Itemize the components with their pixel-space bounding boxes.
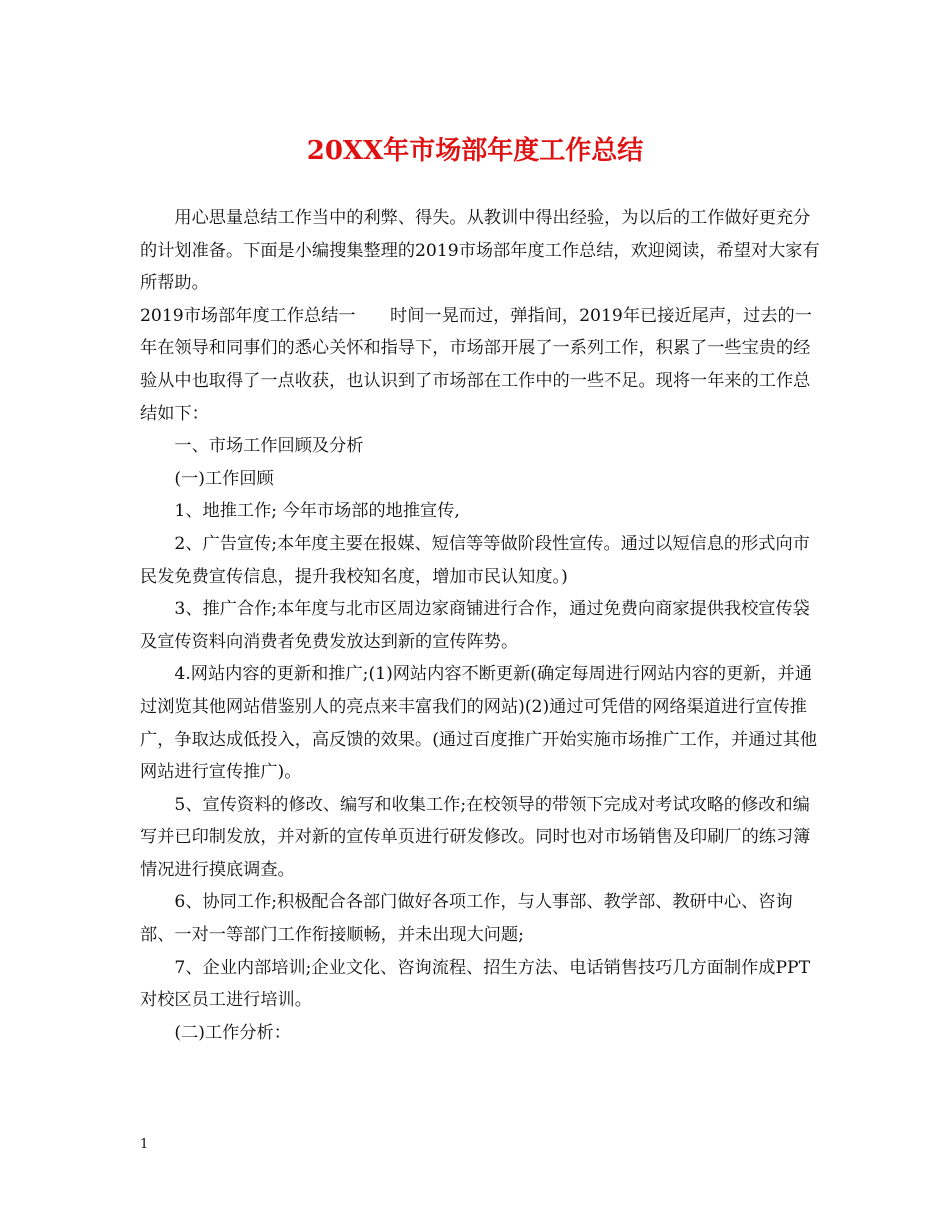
page-number: 1: [140, 1137, 149, 1152]
document-title: 20XX年市场部年度工作总结: [306, 136, 644, 166]
document-body: [140, 202, 820, 1049]
list-item: 7、企业内部培训;企业文化、咨询流程、招生方法、电话销售技巧几方面制作成PPT对校区员工进行培训。: [140, 957, 811, 1011]
list-item: 5、宣传资料的修改、编写和收集工作;在校领导的带领下完成对考试攻略的修改和编写并已印制发放，并对新的宣传单页进行研发修改。同时也对市场销售及印刷厂的练习簿情况进行摸底调查。: [140, 794, 811, 880]
subsection-heading-analysis: (二)工作分析：: [174, 1022, 291, 1043]
summary-one-text: 时间一晃而过，弹指间，2019年已接近尾声，过去的一年在领导和同事们的悉心关怀和指导下，市场部开展了一系列工作，积累了一些宝贵的经验从中也取得了一点收获，也认识到了市场部在工作中的一些不足。现将一年来的工作总结如下：: [140, 305, 812, 424]
summary-one-heading: 2019市场部年度工作总结一: [140, 305, 356, 326]
intro-paragraph: 用心思量总结工作当中的利弊、得失。从教训中得出经验，为以后的工作做好更充分的计划准备。下面是小编搜集整理的2019市场部年度工作总结，欢迎阅读，希望对大家有所帮助。: [140, 208, 820, 294]
list-item: 4.网站内容的更新和推广;(1)网站内容不断更新(确定每周进行网站内容的更新，并通过浏览其他网站借鉴别人的亮点来丰富我们的网站)(2)通过可凭借的网络渠道进行宣传推广，争取达成低投入，高反馈的效果。(通过百度推广开始实施市场推广工作，并通过其他网站进行宣传推广)。: [140, 664, 818, 783]
list-item: 2、广告宣传;本年度主要在报媒、短信等等做阶段性宣传。通过以短信息的形式向市民发免费宣传信息，提升我校知名度，增加市民认知度。): [140, 533, 810, 587]
section-heading-one: 一、市场工作回顾及分析: [174, 436, 364, 457]
list-item: 6、协同工作;积极配合各部门做好各项工作，与人事部、教学部、教研中心、咨询部、一对一等部门工作衔接顺畅，并未出现大问题;: [140, 892, 793, 946]
list-item: 3、推广合作;本年度与北市区周边家商铺进行合作，通过免费向商家提供我校宣传袋及宣传资料向消费者免费发放达到新的宣传阵势。: [140, 599, 810, 652]
subsection-heading-review: (一)工作回顾: [174, 468, 274, 489]
list-item: 1、地推工作; 今年市场部的地推宣传,: [174, 501, 460, 522]
summary-one-paragraph: [140, 300, 820, 430]
